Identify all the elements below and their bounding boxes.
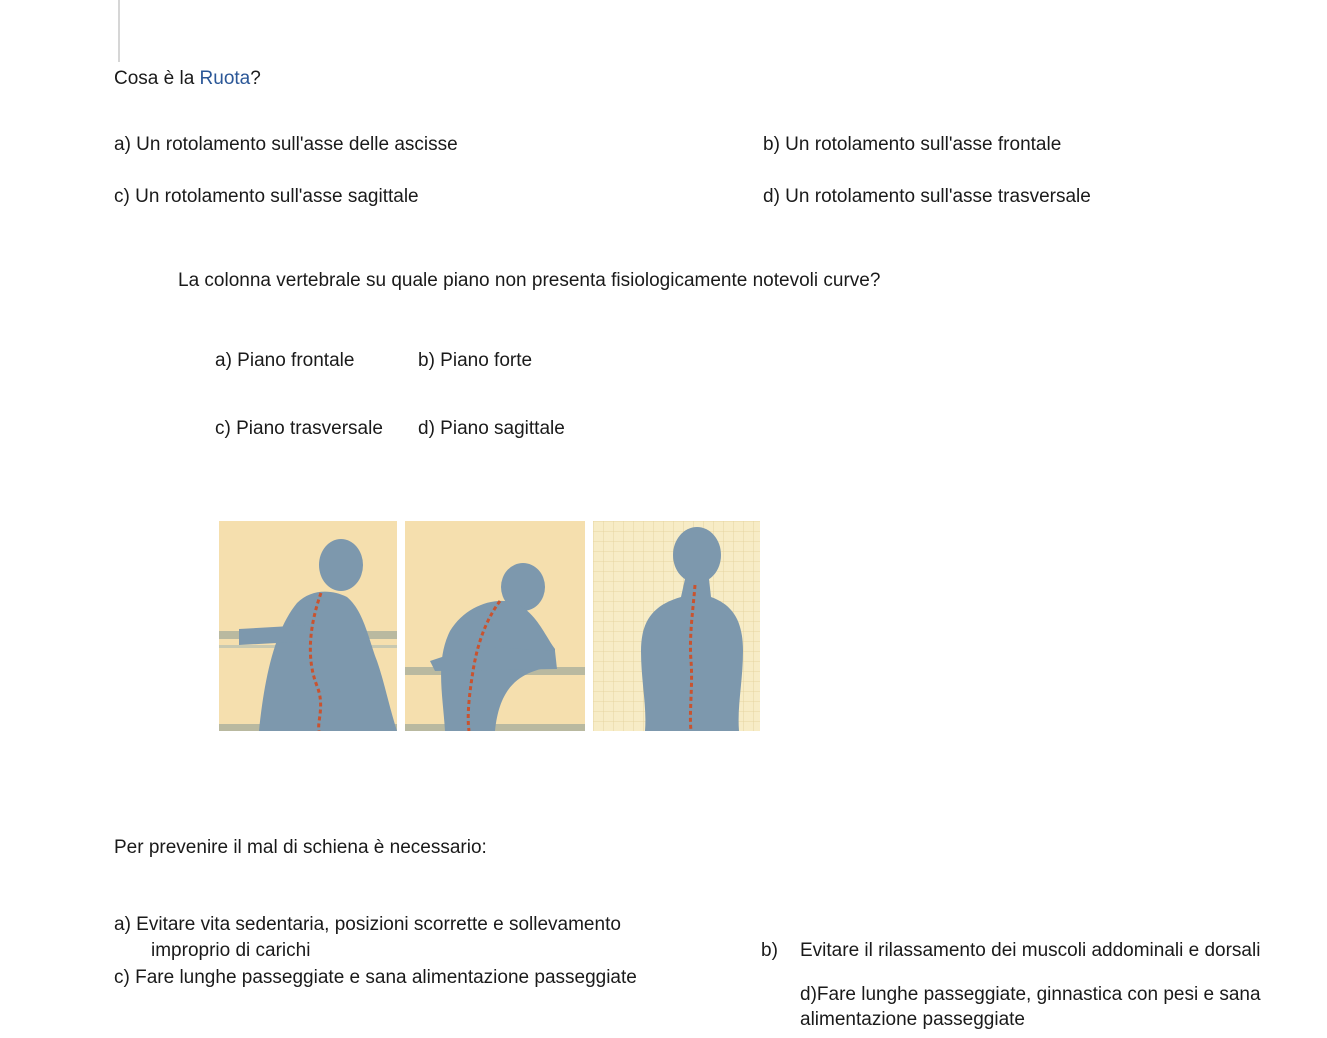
ruota-link[interactable]: Ruota: [199, 68, 251, 89]
question-1-prefix: Cosa è la: [114, 68, 200, 89]
q1-option-c: c) Un rotolamento sull'asse sagittale: [114, 186, 419, 207]
posture-illustration-3: [593, 521, 760, 731]
q3-option-a-line2: improprio di carichi: [151, 940, 311, 961]
posture-illustration-1: [219, 521, 397, 731]
q3-option-d: d)Fare lunghe passeggiate, ginnastica con pesi e sana alimentazione passeggiate: [800, 984, 1261, 1030]
text-cursor-line: [118, 0, 120, 62]
q1-option-d: d) Un rotolamento sull'asse trasversale: [763, 186, 1091, 207]
question-1: [114, 68, 261, 90]
q2-option-a: a) Piano frontale: [215, 350, 355, 371]
q2-option-b: b) Piano forte: [418, 350, 533, 371]
q3-option-c: c) Fare lunghe passeggiate e sana alimentazione passeggiate: [114, 967, 637, 988]
q2-option-c: c) Piano trasversale: [215, 418, 383, 439]
question-1-suffix: ?: [250, 68, 261, 89]
question-2: La colonna vertebrale su quale piano non presenta fisiologicamente notevoli curve?: [178, 270, 881, 291]
posture-illustration-2: [405, 521, 585, 731]
q1-option-a: a) Un rotolamento sull'asse delle ascisse: [114, 134, 458, 155]
q3-option-b-text: Evitare il rilassamento dei muscoli addominali e dorsali: [800, 940, 1261, 961]
q3-option-b-letter: b): [761, 940, 778, 961]
q1-option-b: b) Un rotolamento sull'asse frontale: [763, 134, 1062, 155]
q3-option-a-line1: a) Evitare vita sedentaria, posizioni scorrette e sollevamento: [114, 914, 621, 935]
q2-option-d: d) Piano sagittale: [418, 418, 565, 439]
question-3: Per prevenire il mal di schiena è necessario:: [114, 837, 487, 858]
